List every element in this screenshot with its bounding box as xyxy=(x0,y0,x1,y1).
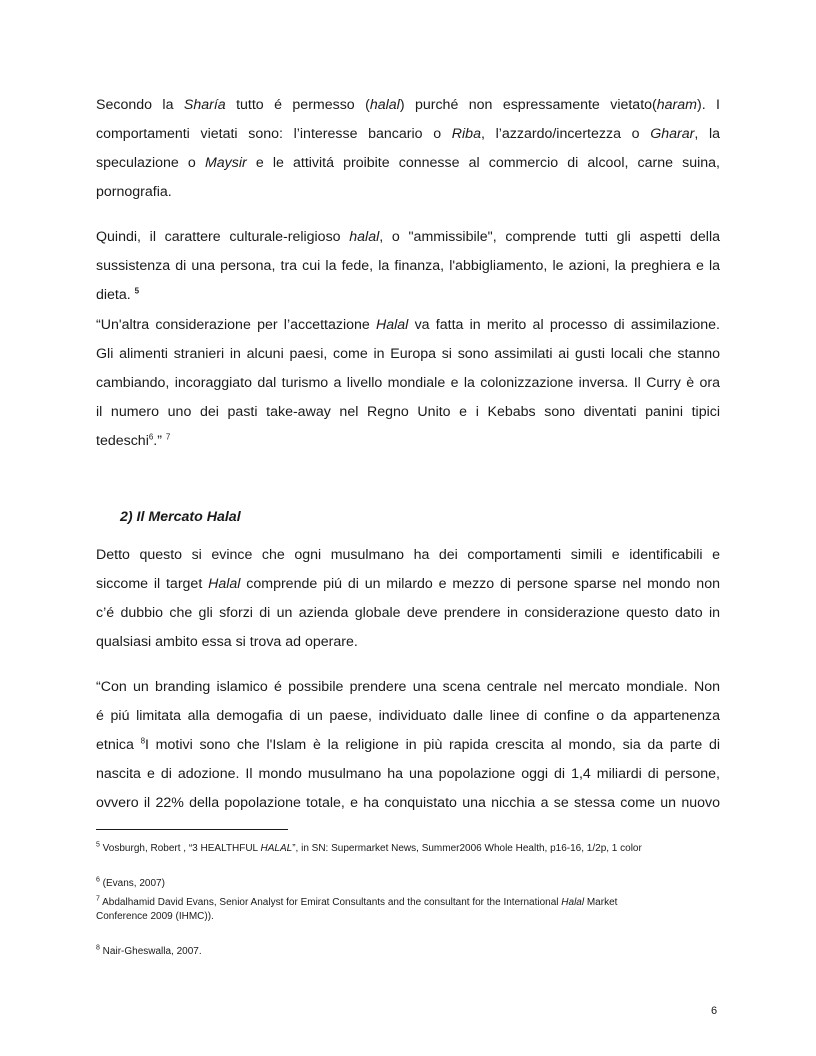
text-line: “Un'altra considerazione per l’accettazione Halal va fatta in merito al processo di assimilazione. xyxy=(96,317,720,333)
footnote-6: $^6$ (Evans, 2007) xyxy=(96,876,165,889)
paragraph-sharia xyxy=(96,91,720,207)
text-line: Quindi, il carattere culturale-religioso halal, o "ammissibile", comprende tutti gli aspetti della xyxy=(96,229,721,245)
footnote-ref-6[interactable]: 6 xyxy=(148,432,154,442)
text-line: “Con un branding islamico é possibile prendere una scena centrale nel mercato mondiale. Non xyxy=(96,679,720,695)
footnote-8: $^8$ Nair-Gheswalla, 2007. xyxy=(96,944,202,957)
section-heading: 2) Il Mercato Halal xyxy=(120,509,241,525)
text-line: c’é dubbio che gli sforzi di un azienda globale deve prendere in considerazione questo dato in xyxy=(96,605,720,621)
paragraph-islamic-branding xyxy=(96,673,720,818)
page-number: 6 xyxy=(711,1005,718,1017)
text-line: cambiando, incoraggiato dal turismo a livello mondiale e la colonizzazione inversa. Il Curry è ora xyxy=(96,375,720,391)
footnote-5: $^5$ Vosburgh, Robert , “3 HEALTHFUL HALAL”, in SN: Supermarket News, Summer2006 Whole Health, p16-16, 1/2p, 1 color xyxy=(96,841,642,854)
paragraph-assimilation-quote xyxy=(96,311,720,456)
text-line: Secondo la Sharía tutto é permesso (halal) purché non espressamente vietato(haram). I xyxy=(96,97,721,113)
text-line: comportamenti vietati sono: l’interesse bancario o Riba, l’azzardo/incertezza o Gharar, la xyxy=(96,126,720,142)
text-line: pornografia. xyxy=(96,184,172,200)
text-line: etnica $^8$I motivi sono che l'Islam è la religione in più rapida crescita al mondo, sia da parte di xyxy=(96,736,720,753)
footnote-separator xyxy=(96,829,288,830)
text-line: il numero uno dei pasti take-away nel Regno Unito e i Kebabs sono diventati panini tipici xyxy=(96,404,720,420)
paragraph-halal-market xyxy=(96,541,720,657)
text-line: ovvero il 22% della popolazione totale, e ha conquistato una nicchia a se stessa come un nuovo xyxy=(96,795,720,811)
text-line: Detto questo si evince che ogni musulmano ha dei comportamenti simili e identificabili e xyxy=(96,547,720,563)
footnote-7: $^7$ Abdalhamid David Evans, Senior Analyst for Emirat Consultants and the consultant for the International Halal Market Conference 2009 (IHMC)). xyxy=(96,895,618,922)
text-line: é piú limitata alla demogafia di un paese, individuato dalle linee di confine o da appartenenza xyxy=(96,708,720,724)
footnote-ref-8[interactable]: 8 xyxy=(140,736,146,746)
text-line: speculazione o Maysir e le attivitá proibite connesse al commercio di alcool, carne suina, xyxy=(96,155,720,171)
text-line: qualsiasi ambito essa si trova ad operare. xyxy=(96,634,358,650)
footnote-ref-5[interactable]: 5 xyxy=(134,286,140,296)
text-line: sussistenza di una persona, tra cui la fede, la finanza, l'abbigliamento, le azioni, la preghiera e la xyxy=(96,258,720,274)
text-line: Gli alimenti stranieri in alcuni paesi, come in Europa si sono assimilati ai gusti locali che stanno xyxy=(96,346,720,362)
text-line: nascita e di adozione. Il mondo musulmano ha una popolazione oggi di 1,4 miliardi di persone, xyxy=(96,766,720,782)
footnote-ref-7[interactable]: 7 xyxy=(165,432,171,442)
text-line: dieta. $^5$ xyxy=(96,286,140,303)
text-line: siccome il target Halal comprende piú di un milardo e mezzo di persone sparse nel mondo non xyxy=(96,576,720,592)
text-line: tedeschi$^6$.” $^7$ xyxy=(96,432,171,449)
paragraph-halal-definition xyxy=(96,223,720,310)
